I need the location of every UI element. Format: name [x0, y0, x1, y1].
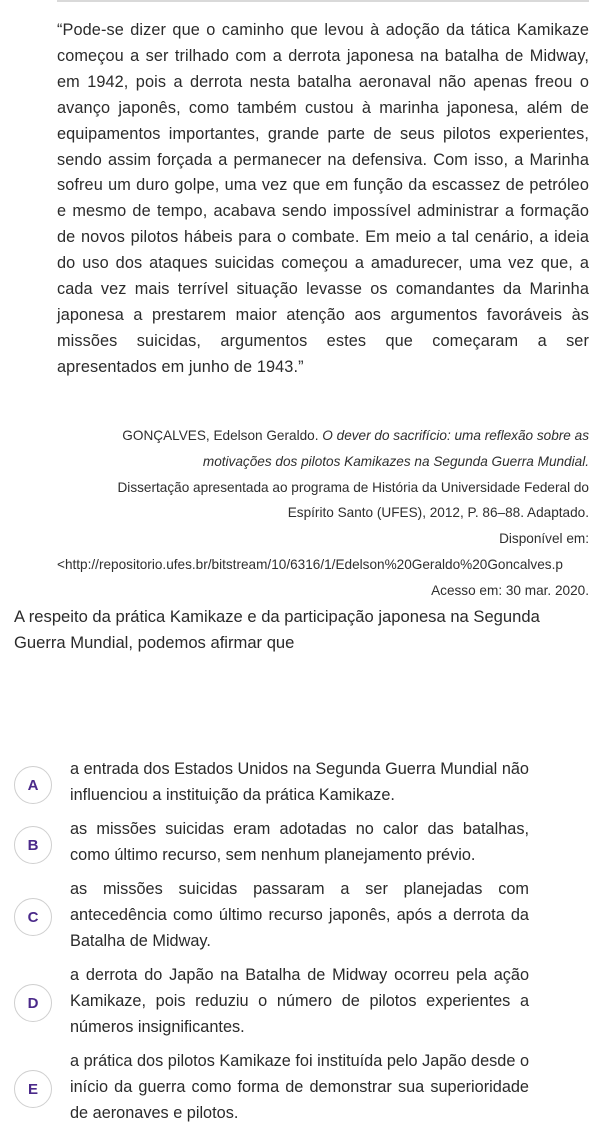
- citation-line-4: Espírito Santo (UFES), 2012, P. 86–88. Adaptado.: [287, 505, 589, 521]
- citation-line-5: Disponível em:: [499, 531, 589, 547]
- option-e-text: a prática dos pilotos Kamikaze foi instituída pelo Japão desde o início da guerra como forma de demonstrar sua superioridade de aeronaves e pilotos.: [70, 1052, 529, 1122]
- quote-text: “Pode-se dizer que o caminho que levou à adoção da tática Kamikaze começou a ser trilhado com a derrota japonesa na batalha de Midway, em 1942, pois a derrota nesta batalha aeronaval não apenas freou o avanço japonês, como também custou à marinha japonesa, além de equipamentos importantes, grande parte de seus pilotos experientes, sendo assim forçada a permanecer na defensiva. Com isso, a Marinha sofreu um duro golpe, uma vez que em função da escassez de petróleo e mesmo de tempo, acabava sendo impossível administrar a formação de novos pilotos hábeis para o combate. Em meio a tal cenário, a ideia do uso dos ataques suicidas começou a amadurecer, uma vez que, a cada vez mais terrível situação levasse os comandantes da Marinha japonesa a prestarem maior atenção aos argumentos favoráveis às missões suicidas, argumentos estes que começaram a ser apresentados em junho de 1943.”: [57, 21, 589, 376]
- option-c-text: as missões suicidas passaram a ser planejadas com antecedência como último recurso japonês, após a derrota da Batalha de Midway.: [70, 880, 529, 950]
- citation-line-2: [57, 449, 589, 475]
- option-d-text: a derrota do Japão na Batalha de Midway ocorreu pela ação Kamikaze, pois reduziu o número de pilotos experientes a números insignificantes.: [70, 966, 529, 1036]
- option-a-badge[interactable]: A: [14, 766, 52, 804]
- citation: [57, 423, 589, 604]
- question-stem: A respeito da prática Kamikaze e da participação japonesa na Segunda Guerra Mundial, podemos afirmar que: [14, 607, 540, 652]
- top-divider: [57, 0, 589, 2]
- option-d-badge[interactable]: D: [14, 984, 52, 1022]
- option-b-text: as missões suicidas eram adotadas no calor das batalhas, como último recurso, sem nenhum planejamento prévio.: [70, 820, 529, 864]
- citation-title-1: O dever do sacrifício: uma reflexão sobre as: [322, 428, 589, 443]
- citation-author: GONÇALVES, Edelson Geraldo.: [122, 428, 319, 443]
- citation-access-date: Acesso em: 30 mar. 2020.: [431, 582, 589, 598]
- option-b-badge[interactable]: B: [14, 826, 52, 864]
- option-e-badge[interactable]: E: [14, 1070, 52, 1108]
- citation-line-3: Dissertação apresentada ao programa de História da Universidade Federal do: [117, 479, 589, 495]
- citation-line-1: [57, 423, 589, 449]
- option-a-text: a entrada dos Estados Unidos na Segunda Guerra Mundial não influenciou a instituição da prática Kamikaze.: [70, 760, 529, 804]
- citation-url[interactable]: <http://repositorio.ufes.br/bitstream/10/6316/1/Edelson%20Geraldo%20Goncalves.p: [57, 556, 563, 572]
- option-c-badge[interactable]: C: [14, 898, 52, 936]
- citation-title-2: motivações dos pilotos Kamikazes na Segunda Guerra Mundial.: [202, 453, 589, 469]
